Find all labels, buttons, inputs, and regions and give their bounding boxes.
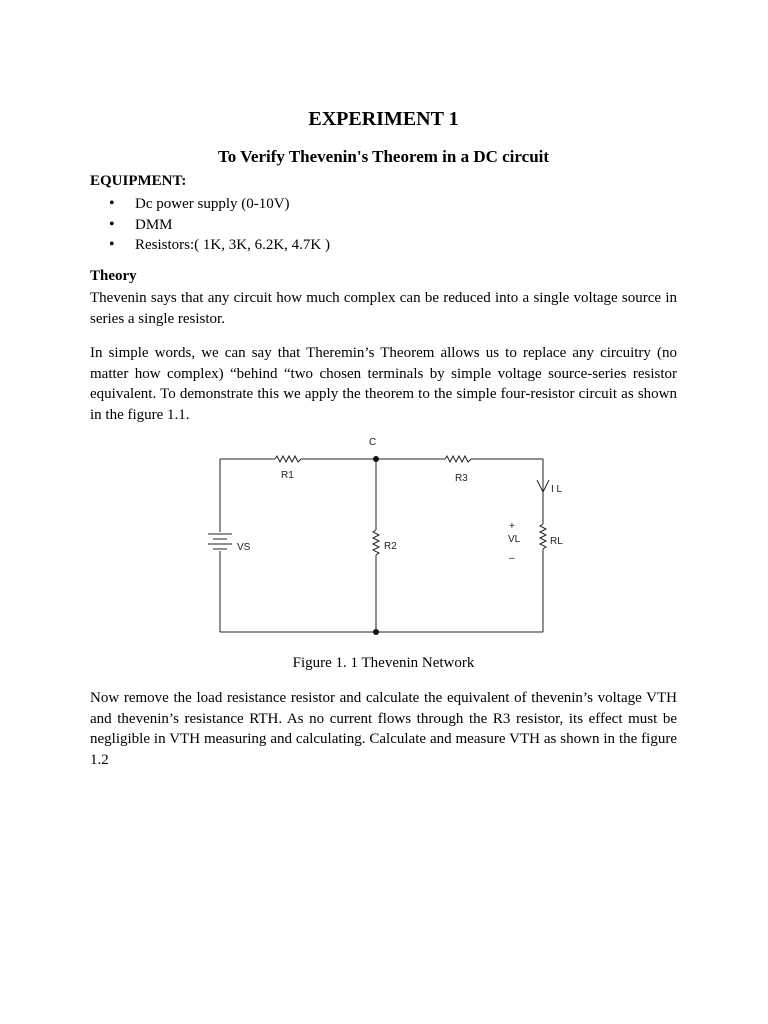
vl-plus: + <box>509 521 515 532</box>
theory-heading: Theory <box>90 268 137 284</box>
current-arrow <box>543 480 549 492</box>
figure-caption: Figure 1. 1 Thevenin Network <box>292 655 475 671</box>
equipment-item: • Dc power supply (0-10V) <box>90 194 330 215</box>
resistor-rl <box>540 524 546 549</box>
theory-paragraph-2: In simple words, we can say that Theremin’s Theorem allows us to replace any circuitry (no matter how complex) “behind “two chosen terminals by simple voltage source-series resistor equivalent. To demonstrate this we apply the theorem to the simple four-resistor circuit as shown in the figure 1.1. <box>90 345 677 423</box>
equipment-heading: EQUIPMENT: <box>90 173 187 189</box>
rl-label: RL <box>550 536 563 547</box>
node-c-label: C <box>369 437 377 448</box>
r2-label: R2 <box>384 541 397 552</box>
procedure-paragraph: Now remove the load resistance resistor and calculate the equivalent of thevenin’s voltage VTH and thevenin’s resistance RTH. As no current flows through the R3 resistor, its effect must be negligible in VTH measuring and calculating. Calculate and measure VTH as shown in the figure 1.2 <box>90 690 677 768</box>
equipment-item: • DMM <box>90 215 330 236</box>
thevenin-circuit-diagram <box>195 430 565 645</box>
il-label: I L <box>551 484 563 495</box>
resistor-r2 <box>373 530 379 555</box>
vl-label: VL <box>508 534 521 545</box>
r3-label: R3 <box>455 473 468 484</box>
experiment-title: EXPERIMENT 1 <box>308 108 459 130</box>
resistor-r1 <box>275 456 301 462</box>
resistor-r3 <box>445 456 471 462</box>
equipment-item: • Resistors:( 1K, 3K, 6.2K, 4.7K ) <box>90 235 330 256</box>
vl-minus: – <box>509 553 515 564</box>
node-dot <box>373 629 379 635</box>
vs-label: VS <box>237 542 251 553</box>
current-arrow <box>537 480 543 492</box>
node-dot <box>373 456 379 462</box>
theory-paragraph-1: Thevenin says that any circuit how much complex can be reduced into a single voltage source in series a single resistor. <box>90 290 677 327</box>
equipment-list <box>90 194 330 256</box>
experiment-subtitle: To Verify Thevenin's Theorem in a DC circuit <box>217 147 550 166</box>
r1-label: R1 <box>281 470 294 481</box>
